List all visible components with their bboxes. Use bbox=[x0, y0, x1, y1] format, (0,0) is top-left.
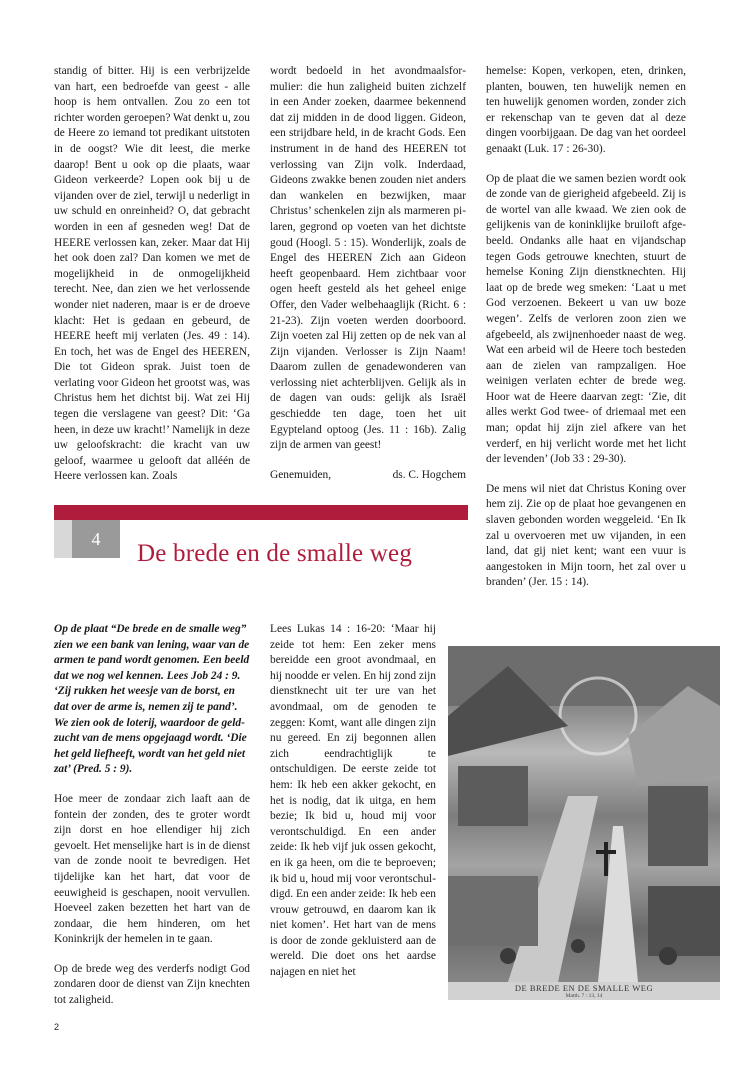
column-bottom-1 bbox=[54, 622, 250, 1009]
illustration-broad-narrow-way bbox=[448, 646, 720, 1000]
signature-place: Genemuiden, bbox=[270, 468, 332, 481]
section-number-accent bbox=[54, 520, 72, 558]
paragraph: standig of bitter. Hij is een verbrijzelde van hart, een bedroefde van geest - alle hoop is hem ontvallen. Zou zo een tot richter worden geroepen? Wat denkt u, zou de Heere zo iemand tot predikant uitstoten in de oogst? Wie dit leest, die merke daarop! Bent u ook op die plaats, waar Gideon verkeerde? Lopen ook bij u de vijanden over de ziel, terwijl u nederligt in uw schuld en onreinheid? O, dat gebracht worden in een af gesneden weg! Dat de HEERE verlossen kan, zeker. Maar dat Hij het ook doen zal? Dan komen we met de mogelijkheid in de onmogelijkheid terecht. Nee, dan zien we het verlossende wonder niet naderen, maar is er de droeve klacht: Het is gedaan en gebeurd, de HEERE heeft mij verlaten (Jes. 49 : 14). En toch, het was de Engel des HEEREN, Die tot Gideon sprak. Juist toen de verlating voor Gideon het grootst was, was Christus hem het dichtst bij. Wat zei Hij tegen die verslagene van geest? Dit: ‘Ga heen, in deze uw kracht!’ Namelijk in deze uw geloofskracht: die kracht van uw geloof, waarmee u gelooft dat alléén de Heere verlossen kan. Zoals bbox=[54, 65, 250, 483]
caption-title: DE BREDE EN DE SMALLE WEG bbox=[514, 983, 654, 993]
column-top-1 bbox=[54, 64, 250, 485]
section-title: De brede en de smalle weg bbox=[137, 540, 413, 567]
column-bottom-2 bbox=[270, 622, 436, 981]
lead-paragraph: Op de plaat “De brede en de smalle weg” zien we een bank van lening, waar van de armen te pand wordt genomen. Een beeld dat we nog wel kennen. Lees Job 24 : 9. ‘Zij rukken het weesje van de borst, en dat over de arme is, nemen zij te pand’. We zien ook de loterij, waardoor de geldzucht van de mens opgejaagd wordt. ‘Die het geld liefheeft, wordt van het geld niet zat’ (Pred. 5 : 9). bbox=[54, 623, 250, 776]
caption-reference: Matth. 7 : 13, 14 bbox=[565, 993, 603, 999]
paragraph: De mens wil niet dat Christus Koning over hem zij. Zie op de plaat hoe gevangenen en slaven gebonden worden weggeleid. ‘En Ik zal u overvoeren met uw vijanden, in een land, dat gij niet kent; want een vuur is aangestoken in Mijn toorn, het zal over u branden’ (Jer. 15 : 14). bbox=[486, 482, 686, 589]
paragraph: Hoe meer de zondaar zich laaft aan de fontein der zonden, des te groter wordt zijn dorst en hoe ellendiger hij zich gevoelt. Het menselijke hart is in de dienst van de zonde nooit te bevredigen. Het tijdelijke kan het hart, dat voor de eeuwigheid is geschapen, nooit vervullen. Hoeveel zaken bezetten het hart van de zondaar, die hem hinderen, om het Koninkrijk der hemelen in te gaan. bbox=[54, 792, 250, 946]
section-accent-bar bbox=[54, 505, 468, 520]
page-number: 2 bbox=[54, 1022, 60, 1032]
paragraph: Op de brede weg des verderfs nodigt God zondaren door de dienst van Zijn knechten tot zaligheid. bbox=[54, 962, 250, 1007]
paragraph: Lees Lukas 14 : 16-20: ‘Maar hij zeide tot hem: Een zeker mens bereidde een groot avondmaal, en hij noodde er velen. En hij zond zijn dienstknecht uit ter ure van het avondmaal, om de genoden te zeggen: Komt, want alle dingen zijn nu gereed. En zij begonnen allen zich eendrachtiglijk te ontschuldigen. De eerste zeide tot hem: Ik heb een akker gekocht, en het is nodig, dat ik uitga, en hem bezie; Ik bid u, houd mij voor verontschuldigd. En een ander zeide: Ik heb vijf juk ossen gekocht, en ik ga heen, om die te beproeven; ik bid u, houd mij voor verontschuldigd. En een ander zeide: Ik heb een vrouw getrouwd, en daarom kan ik niet komen’. Het hart van de mens is door de zonde gekluisterd aan de wereld. Die doet ons het aardse najagen en niet het bbox=[270, 623, 436, 979]
column-top-2 bbox=[270, 64, 466, 483]
signature bbox=[270, 468, 466, 484]
section-number: 4 bbox=[72, 520, 120, 558]
illustration-caption bbox=[448, 982, 720, 1000]
illustration-artwork bbox=[448, 646, 720, 982]
paragraph: hemelse: Kopen, verkopen, eten, drinken, planten, bouwen, ten huwelijk nemen en ten huwelijk genomen worden, zonder zich er rekenschap van te geven dat al deze dingen voorbijgaan. De dag van het oordeel genaakt (Luk. 17 : 26-30). bbox=[486, 65, 686, 155]
paragraph: wordt bedoeld in het avondmaalsformulier: die hun zaligheid buiten zichzelf in een Ander zoeken, daarmee bekennend dat zij midden in de dood liggen. Gideon, een strijdbare held, in de kracht Gods. Een instrument in de hand des HEEREN tot verlossing van Zijn volk. Inderdaad, Gideons zwakke benen zouden niet anders dan wankelen en bezwijken, maar Christus’ schenkelen zijn als marmeren pilaren, gegrond op voeten van het dichtste goud (Hoogl. 5 : 15). Wonderlijk, zoals de Engel des HEEREN Zich aan Gideon heeft geopenbaard. Hem zichtbaar voor ogen heeft gesteld als het geheel enige Offer, den Vader welbehaaglijk (Richt. 6 : 21-23). Zijn voeten werden doorboord. Zijn voeten zal Hij zetten op de nek van al Zijn vijanden. Verlosser is Zijn Naam! Daarom zullen de genadewonderen van verlossing niet achterblijven. Gelijk als in de dagen van ouds: gelijk als Israël geschiedde ten dage, toen het uit Egypteland optoog (Jes. 11 : 16b). Zalig zijn de armen van geest! bbox=[270, 65, 466, 452]
signature-name: ds. C. Hogchem bbox=[392, 468, 466, 481]
paragraph: Op de plaat die we samen bezien wordt ook de zonde van de gierigheid afgebeeld. Zij is de wortel van alle kwaad. We zien ook de gelijkenis van de koninklijke bruiloft afgebeeld. Ondanks alle haat en vijandschap tegen Gods getrouwe knechten, stuurt de hemelse Koning Zijn dienstknechten. Hij laat op de brede weg smeken: ‘Laat u met God verzoenen. Bekeert u van uw boze wegen’. Zelfs de verloren zoon zien we afgebeeld, als zwijnenhoeder naast de weg. Wat een arbeid wil de Heere toch besteden aan de zielen van rampzaligen. Hoe weinigen verlaten echter de brede weg. Hoor wat de Heere daarvan zegt: ‘Zie, dit alles werkt God twee- of driemaal met een man; opdat hij zijn ziel afkere van het verderf, en hij verlicht worde met het licht der levenden’ (Job 33 : 29-30). bbox=[486, 172, 686, 466]
column-top-3 bbox=[486, 64, 686, 591]
